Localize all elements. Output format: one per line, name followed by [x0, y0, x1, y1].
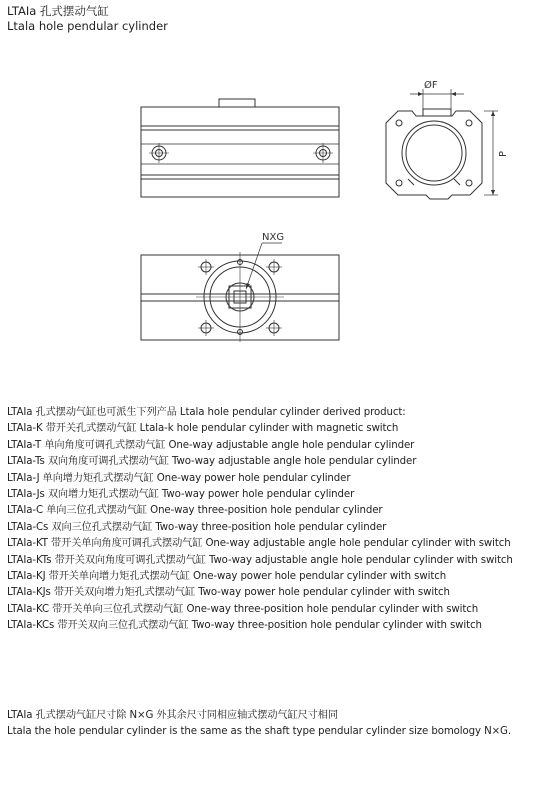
right-port [313, 143, 333, 163]
title-chinese: LTAIa 孔式摆动气缸 [7, 4, 109, 18]
list-item: LTAIa-J 单向增力矩孔式摆动气缸 One-way power hole pendular cylinder [7, 472, 351, 484]
list-item: LTAIa-KTs 带开关双向角度可调孔式摆动气缸 Two-way adjustable angle hole pendular cylinder with switch [7, 554, 513, 566]
footer-note-english: Ltala the hole pendular cylinder is the same as the shaft type pendular cylinder size bomology N×G. [7, 726, 511, 737]
list-item: LTAIa-KC 带开关单向三位孔式摆动气缸 One-way three-position hole pendular cylinder with switch [7, 603, 479, 615]
list-item: LTAIa-KT 带开关单向角度可调孔式摆动气缸 One-way adjustable angle hole pendular cylinder with switch [7, 538, 511, 550]
list-item: LTAIa-Cs 双向三位孔式摆动气缸 Two-way three-position hole pendular cylinder [7, 521, 387, 533]
list-item: LTAIa-Js 双向增力矩孔式摆动气缸 Two-way power hole pendular cylinder [7, 489, 355, 501]
bottom-view [141, 243, 339, 342]
variant-list [7, 405, 513, 635]
front-view [141, 99, 339, 197]
footer-note-chinese: LTAIa 孔式摆动气缸尺寸除 N×G 外其余尺寸同相应轴式摆动气缸尺寸相同 [7, 710, 338, 721]
dimension-label-f: ØF [424, 80, 438, 91]
dimension-label-p: P [498, 150, 509, 157]
list-item: LTAIa 孔式摆动气缸也可派生下列产品 Ltala hole pendular cylinder derived product: [7, 407, 406, 418]
list-item: LTAIa-K 带开关孔式摆动气缸 Ltala-k hole pendular cylinder with magnetic switch [7, 423, 399, 435]
list-item: LTAIa-KCs 带开关双向三位孔式摆动气缸 Two-way three-position hole pendular cylinder with switch [7, 620, 482, 632]
list-item: LTAIa-T 单向角度可调孔式摆动气缸 One-way adjustable angle hole pendular cylinder [7, 439, 415, 451]
dimension-label-nxg: NXG [262, 232, 285, 243]
left-port [149, 143, 169, 163]
side-view [386, 89, 498, 199]
title-english: Ltala hole pendular cylinder [7, 19, 168, 33]
list-item: LTAIa-KJs 带开关双向增力矩孔式摆动气缸 Two-way power hole pendular cylinder with switch [7, 587, 450, 599]
list-item: LTAIa-KJ 带开关单向增力矩孔式摆动气缸 One-way power hole pendular cylinder with switch [7, 571, 447, 583]
list-item: LTAIa-Ts 双向角度可调孔式摆动气缸 Two-way adjustable angle hole pendular cylinder [7, 456, 417, 468]
list-item: LTAIa-C 单向三位孔式摆动气缸 One-way three-position hole pendular cylinder [7, 505, 383, 517]
